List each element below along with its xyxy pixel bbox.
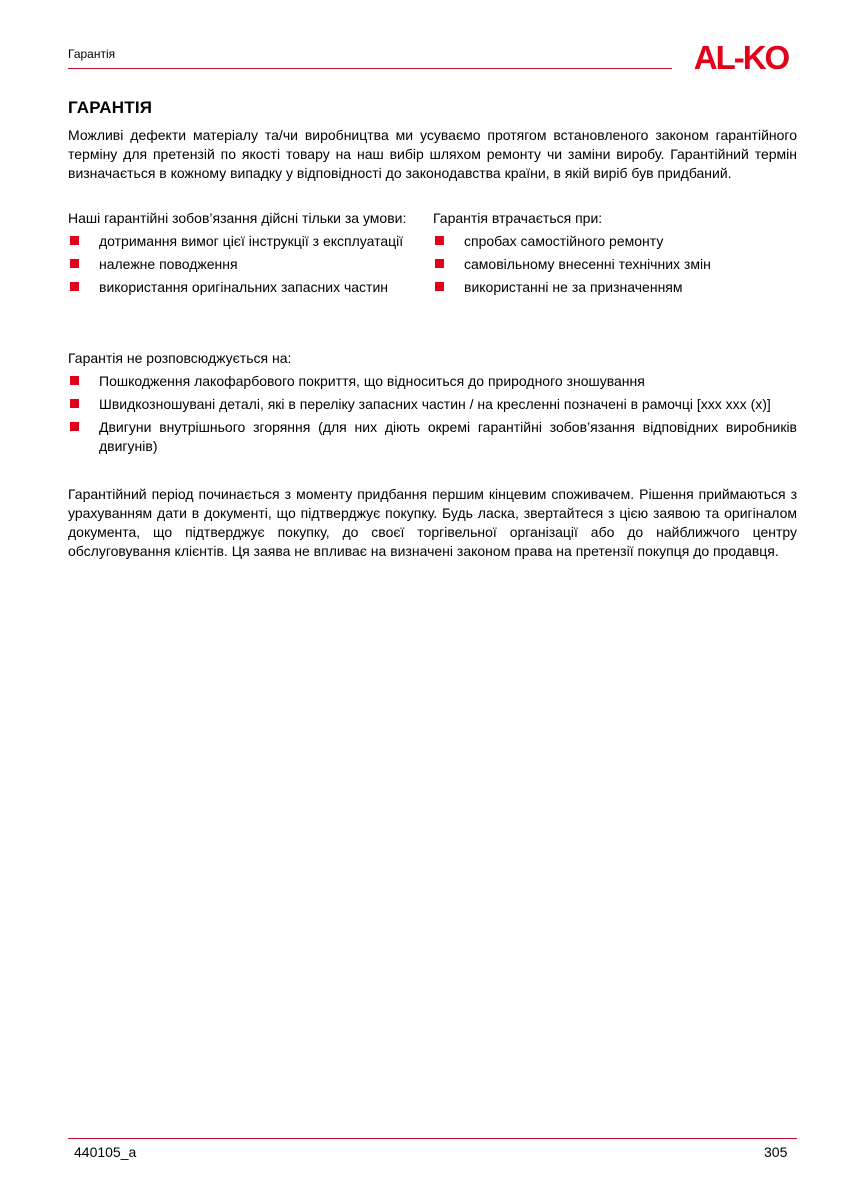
logo-text: AL-KO	[693, 40, 789, 74]
list-item: Швидкозношувані деталі, які в переліку запасних частин / на кресленні позначені в рамочці [xxx xxx (x)]	[68, 395, 797, 414]
conditions-intro: Наші гарантійні зобов’язання дійсні тільки за умови:	[68, 210, 407, 226]
void-column	[433, 209, 797, 301]
list-item: використання оригінальних запасних частин	[68, 278, 429, 297]
bullet-square-icon	[70, 422, 79, 431]
list-item: Двигуни внутрішнього згоряння (для них діють окремі гарантійні зобов’язання відповідних виробників двигунів)	[68, 418, 797, 456]
exclusions-intro: Гарантія не розповсюджується на:	[68, 350, 292, 366]
conditions-column	[68, 209, 429, 301]
list-item: Пошкодження лакофарбового покриття, що відноситься до природного зношування	[68, 372, 797, 391]
header-rule	[68, 68, 672, 69]
conditions-list	[68, 232, 429, 297]
bullet-square-icon	[70, 376, 79, 385]
void-list	[433, 232, 797, 297]
list-item: спробах самостійного ремонту	[433, 232, 797, 251]
list-item: використанні не за призначенням	[433, 278, 797, 297]
bullet-square-icon	[70, 399, 79, 408]
intro-paragraph: Можливі дефекти матеріалу та/чи виробництва ми усуваємо протягом встановленого законом гарантійного терміну для претензій по якості товару на наш вибір шляхом ремонту чи заміни виробу. Гарантійний термін визначається в кожному випадку у відповідності до законодавства країни, в якій виріб був придбаний.	[68, 127, 797, 181]
list-item: належне поводження	[68, 255, 429, 274]
page-number: 305	[764, 1144, 788, 1160]
exclusions-list	[68, 372, 797, 456]
footer-rule	[68, 1138, 797, 1139]
list-item: самовільному внесенні технічних змін	[433, 255, 797, 274]
void-intro: Гарантія втрачається при:	[433, 210, 603, 226]
list-item: дотримання вимог цієї інструкції з експлуатації	[68, 232, 429, 251]
doc-number: 440105_a	[74, 1144, 137, 1160]
bullet-square-icon	[435, 282, 444, 291]
exclusions-section	[68, 349, 797, 460]
page-heading: ГАРАНТІЯ	[68, 98, 153, 117]
bullet-square-icon	[70, 259, 79, 268]
bullet-square-icon	[435, 259, 444, 268]
closing-paragraph: Гарантійний період починається з моменту придбання першим кінцевим споживачем. Рішення приймаються з урахуванням дати в документі, що підтверджує покупку. Будь ласка, звертайтеся з цією заявою та оригіналом документа, що підтверджує покупку, до своєї торгівельної організації або до найближчого центру обслуговування клієнтів. Ця заява не впливає на визначені законом права на претензії покупця до продавця.	[68, 486, 797, 559]
bullet-square-icon	[70, 282, 79, 291]
bullet-square-icon	[70, 236, 79, 245]
header-title: Гарантія	[68, 47, 116, 61]
alko-logo	[682, 40, 800, 74]
bullet-square-icon	[435, 236, 444, 245]
